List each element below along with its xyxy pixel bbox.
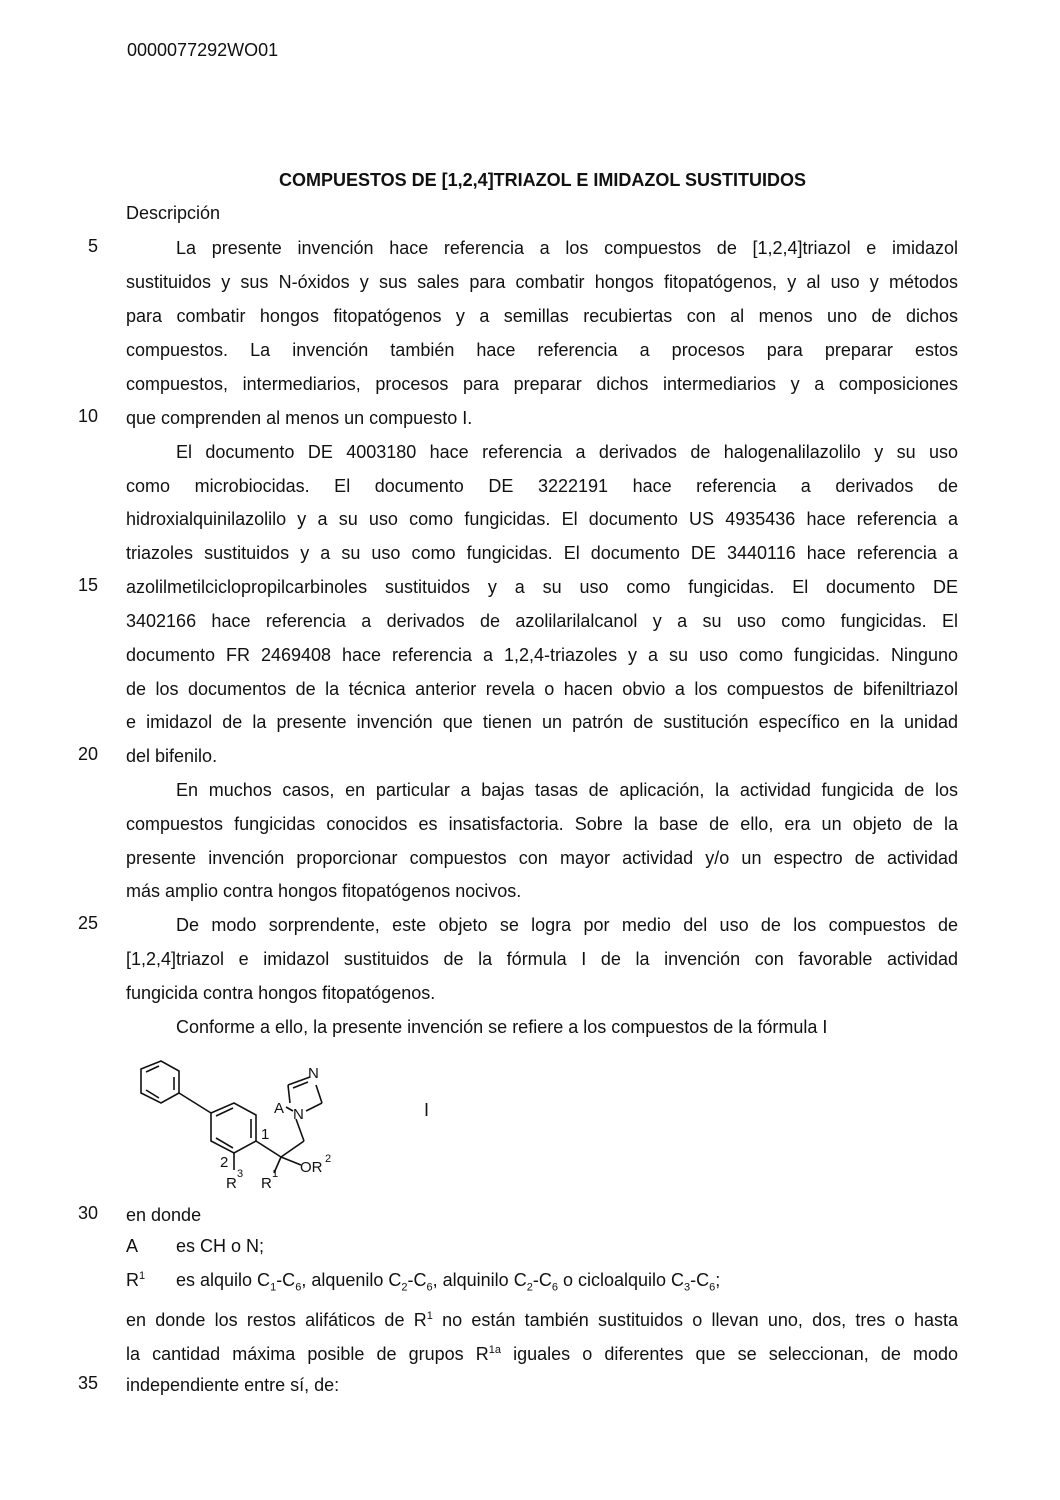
body-line: En muchos casos, en particular a bajas tasas de aplicación, la actividad fungicida de los (176, 780, 958, 800)
body-line: para combatir hongos fitopatógenos y a semillas recubiertas con al menos uno de dichos (126, 306, 958, 326)
tail-text: en donde los restos alifáticos de R (126, 1310, 427, 1330)
body-line: compuestos fungicidas conocidos es insatisfactoria. Sobre la base de ello, era un objeto de la (126, 814, 958, 834)
structural-formula (126, 1055, 366, 1195)
body-line: documento FR 2469408 hace referencia a 1,2,4-triazoles y a su uso como fungicidas. Ninguno (126, 645, 958, 665)
r1-text-part: -C (276, 1270, 296, 1290)
r1-text-part: -C (690, 1270, 710, 1290)
atom-label-a: A (274, 1100, 285, 1117)
definition-text-r1 (176, 1270, 720, 1294)
position-label-2: 2 (220, 1154, 229, 1171)
r1-text-sub: 2 (526, 1281, 533, 1294)
body-line: de los documentos de la técnica anterior revela o hacen obvio a los compuestos de bifeniltriazol (126, 679, 958, 699)
atom-label-or2: OR (300, 1159, 323, 1176)
body-line (126, 1338, 958, 1366)
r1-text-sub: 2 (401, 1281, 408, 1294)
atom-label-r1-sup: 1 (272, 1168, 279, 1180)
r1-text-sub: 6 (426, 1281, 433, 1294)
body-line: fungicida contra hongos fitopatógenos. (126, 983, 436, 1003)
tail-sup: 1 (426, 1310, 433, 1322)
r1-text-sub: 6 (551, 1281, 558, 1294)
atom-label-r3: R (226, 1175, 237, 1192)
line-number: 15 (77, 575, 98, 595)
body-line: El documento DE 4003180 hace referencia a derivados de halogenalilazolilo y su uso (176, 442, 958, 462)
r1-text-part: , alquinilo C (432, 1270, 527, 1290)
r1-text-part: , alquenilo C (301, 1270, 402, 1290)
atom-label-r3-sup: 3 (237, 1168, 244, 1180)
line-number: 30 (77, 1203, 98, 1223)
line-number: 35 (77, 1373, 98, 1393)
r1-text-part: -C (532, 1270, 552, 1290)
line-number: 10 (77, 406, 98, 426)
tail-text: la cantidad máxima posible de grupos R (126, 1344, 489, 1364)
body-line: compuestos, intermediarios, procesos para preparar dichos intermediarios y a composiciones (126, 374, 958, 394)
r1-text-part: es alquilo C (176, 1270, 271, 1290)
body-line: La presente invención hace referencia a los compuestos de [1,2,4]triazol e imidazol (176, 238, 958, 258)
atom-label-or2-sup: 2 (325, 1153, 332, 1165)
tail-text: iguales o diferentes que se seleccionan, de modo (500, 1344, 958, 1364)
body-line: 3402166 hace referencia a derivados de azolilarilalcanol y a su uso como fungicidas. El (126, 611, 958, 631)
atom-label-r1: R (261, 1175, 272, 1192)
line-number: 20 (77, 744, 98, 764)
atom-label-n-top: N (308, 1065, 319, 1082)
r1-text-sub: 3 (684, 1281, 691, 1294)
formula-label: I (424, 1100, 430, 1120)
body-line: más amplio contra hongos fitopatógenos nocivos. (126, 881, 522, 901)
central-ring (211, 1103, 256, 1153)
definition-text-a: es CH o N; (176, 1236, 265, 1256)
body-line: hidroxialquinilazolilo y a su uso como fungicidas. El documento US 4935436 hace referencia a (126, 509, 958, 529)
position-label-1: 1 (261, 1126, 270, 1143)
body-line: en donde (126, 1205, 202, 1225)
atom-label-n-ring: N (293, 1106, 304, 1123)
section-heading: Descripción (126, 203, 221, 223)
tail-sup: 1a (488, 1344, 501, 1356)
line-number: 25 (77, 913, 98, 933)
r1-text-sub: 6 (709, 1281, 716, 1294)
body-line: como microbiocidas. El documento DE 3222191 hace referencia a derivados de (126, 476, 958, 496)
body-line: sustituidos y sus N-óxidos y sus sales para combatir hongos fitopatógenos, y al uso y métodos (126, 272, 958, 292)
r1-sup: 1 (139, 1270, 146, 1282)
body-line: compuestos. La invención también hace referencia a procesos para preparar estos (126, 340, 958, 360)
r1-letter: R (126, 1270, 139, 1290)
r1-text-part: -C (407, 1270, 427, 1290)
biaryl-bond (179, 1093, 211, 1113)
r1-text-sub: 6 (295, 1281, 302, 1294)
body-line: del bifenilo. (126, 746, 218, 766)
r1-text-part: ; (715, 1270, 721, 1290)
body-line: Conforme a ello, la presente invención se refiere a los compuestos de la fórmula I (176, 1017, 828, 1037)
line-number: 5 (87, 236, 98, 256)
body-line: triazoles sustituidos y a su uso como fungicidas. El documento DE 3440116 hace referencia a (126, 543, 958, 563)
body-line: [1,2,4]triazol e imidazol sustituidos de la fórmula I de la invención con favorable actividad (126, 949, 958, 969)
body-line: que comprenden al menos un compuesto I. (126, 408, 473, 428)
r1-text-sub: 1 (270, 1281, 277, 1294)
definition-symbol-a: A (126, 1236, 139, 1256)
document-title: COMPUESTOS DE [1,2,4]TRIAZOL E IMIDAZOL SUSTITUIDOS (278, 170, 807, 190)
body-line: e imidazol de la presente invención que tienen un patrón de sustitución específico en la unidad (126, 712, 958, 732)
r1-text-part: o cicloalquilo C (557, 1270, 685, 1290)
body-line: azolilmetilciclopropilcarbinoles sustituidos y a su uso como fungicidas. El documento DE (126, 577, 958, 597)
body-line: independiente entre sí, de: (126, 1375, 340, 1395)
body-line: De modo sorprendente, este objeto se logra por medio del uso de los compuestos de (176, 915, 958, 935)
tail-text: no están también sustituidos o llevan uno, dos, tres o hasta (432, 1310, 958, 1330)
body-line: presente invención proporcionar compuestos con mayor actividad y/o un espectro de actividad (126, 848, 958, 868)
body-line (126, 1304, 958, 1332)
document-id: 0000077292WO01 (127, 40, 279, 60)
definition-symbol-r1 (126, 1270, 145, 1291)
